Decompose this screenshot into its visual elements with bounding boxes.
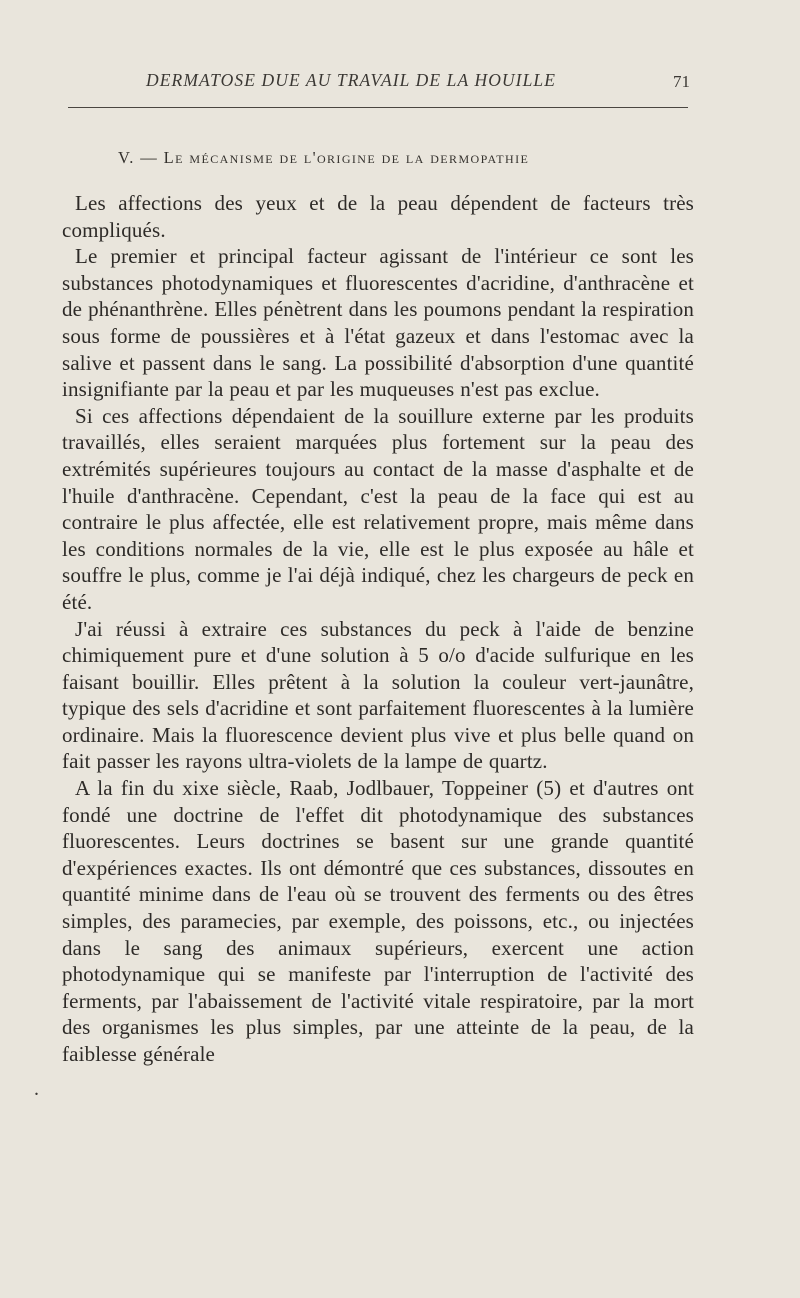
paragraph: J'ai réussi à extraire ces substances du peck à l'aide de benzine chimiquement pure et d'une solution à 5 o/o d'acide sulfurique en les faisant bouillir. Elles prêtent à la solution la couleur vert-jaunâtre, typique des sels d'acridine et sont parfaitement fluorescentes à la lumière ordinaire. Mais la fluorescence devient plus vive et plus belle quand on fait passer les rayons ultra-violets de la lampe de quartz. [62, 616, 694, 774]
running-title: DERMATOSE DUE AU TRAVAIL DE LA HOUILLE [146, 70, 557, 90]
paragraph: Si ces affections dépendaient de la souillure externe par les produits travaillés, elles seraient marquées plus fortement sur la peau des extrémités supérieures toujours au contact de la masse d'asphalte et de l'huile d'anthracène. Cependant, c'est la peau de la face qui est au contraire le plus affectée, elle est relativement propre, mais même dans les conditions normales de la vie, elle est le plus exposée au hâle et souffre le plus, comme je l'ai déjà indiqué, chez les chargeurs de peck en été. [62, 403, 694, 614]
body-text [62, 190, 694, 1068]
running-head [68, 70, 700, 98]
page-number: 71 [673, 72, 690, 91]
margin-mark: . [34, 1078, 39, 1100]
paragraph: A la fin du xixe siècle, Raab, Jodlbauer, Toppeiner (5) et d'autres ont fondé une doctrine de l'effet dit photodynamique des substances fluorescentes. Leurs doctrines se basent sur une grande quantité d'expériences exactes. Ils ont démontré que ces substances, dissoutes en quantité minime dans de l'eau où se trouvent des ferments ou des êtres simples, des paramecies, par exemple, des poissons, etc., ou injectées dans le sang des animaux supérieurs, exercent une action photodynamique qui se manifeste par l'interruption de l'activité des ferments, par l'abaissement de l'activité vitale respiratoire, par la mort des organismes les plus simples, par une atteinte de la peau, de la faiblesse générale [62, 776, 694, 1066]
paragraph: Le premier et principal facteur agissant de l'intérieur ce sont les substances photodynamiques et fluorescentes d'acridine, d'anthracène et de phénanthrène. Elles pénètrent dans les poumons pendant la respiration sous forme de poussières et à l'état gazeux et dans l'estomac avec la salive et passent dans le sang. La possibilité d'absorption d'une quantité insignifiante par la peau et par les muqueuses n'est pas exclue. [62, 244, 694, 402]
header-rule [68, 107, 688, 108]
paragraph: Les affections des yeux et de la peau dépendent de facteurs très compliqués. [62, 191, 694, 242]
section-heading: V. — Le mécanisme de l'origine de la dermopathie [118, 148, 530, 167]
